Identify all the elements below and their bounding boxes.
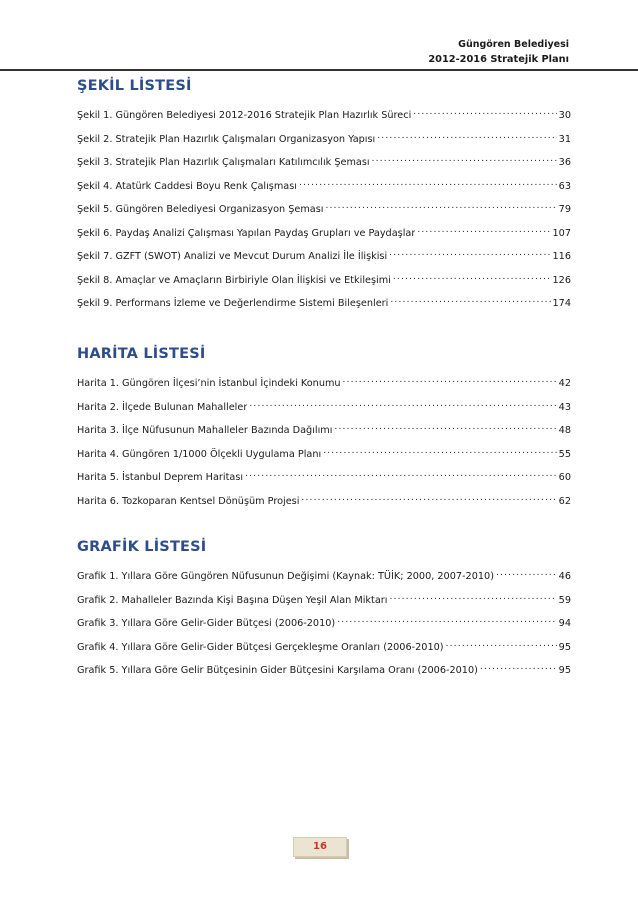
toc-entry[interactable] xyxy=(77,376,571,400)
dot-leader xyxy=(417,226,550,236)
dot-leader xyxy=(372,155,557,165)
graph-list xyxy=(77,569,571,687)
dot-leader xyxy=(334,423,556,433)
toc-entry[interactable] xyxy=(77,202,571,226)
toc-entry-title: Harita 3. İlçe Nüfusunun Mahalleler Bazında Dağılımı xyxy=(77,425,333,436)
dot-leader xyxy=(389,249,550,259)
toc-entry-title: Şekil 9. Performans İzleme ve Değerlendirme Sistemi Bileşenleri xyxy=(77,298,389,309)
header-organization: Güngören Belediyesi xyxy=(458,39,569,50)
dot-leader xyxy=(377,132,556,142)
toc-entry-title: Grafik 3. Yıllara Göre Gelir-Gider Bütçesi (2006-2010) xyxy=(77,618,336,629)
toc-entry-title: Harita 2. İlçede Bulunan Mahalleler xyxy=(77,401,248,413)
toc-entry[interactable] xyxy=(77,447,571,471)
toc-entry-title: Grafik 5. Yıllara Göre Gelir Bütçesinin Gider Bütçesini Karşılama Oranı (2006-2010) xyxy=(77,665,478,676)
toc-entry-page: 174 xyxy=(552,298,571,309)
toc-entry[interactable] xyxy=(77,155,571,179)
graph-list-title: GRAFİK LİSTESİ xyxy=(77,539,207,555)
dot-leader xyxy=(393,273,551,283)
toc-entry-title: Şekil 1. Güngören Belediyesi 2012-2016 Stratejik Plan Hazırlık Süreci xyxy=(77,110,412,121)
toc-entry[interactable] xyxy=(77,400,571,424)
toc-entry[interactable] xyxy=(77,494,571,518)
toc-entry[interactable] xyxy=(77,616,571,640)
toc-entry-page: 30 xyxy=(558,110,571,121)
toc-entry-page: 42 xyxy=(558,378,571,389)
dot-leader xyxy=(301,494,556,504)
toc-entry-title: Şekil 5. Güngören Belediyesi Organizasyon Şeması xyxy=(77,204,324,215)
header-divider xyxy=(0,69,638,71)
toc-entry[interactable] xyxy=(77,593,571,617)
map-list-title: HARİTA LİSTESİ xyxy=(77,346,206,362)
toc-entry-title: Harita 1. Güngören İlçesi’nin İstanbul İçindeki Konumu xyxy=(77,378,341,389)
dot-leader xyxy=(390,296,550,306)
toc-entry-title: Grafik 4. Yıllara Göre Gelir-Gider Bütçesi Gerçekleşme Oranları (2006-2010) xyxy=(77,641,444,653)
dot-leader xyxy=(245,470,557,480)
dot-leader xyxy=(249,400,556,410)
toc-entry-page: 62 xyxy=(558,495,571,507)
toc-entry-page: 95 xyxy=(558,641,571,653)
dot-leader xyxy=(446,640,557,650)
toc-entry-page: 79 xyxy=(558,204,571,215)
dot-leader xyxy=(337,616,556,626)
figure-list-section xyxy=(77,76,571,320)
page-number: 16 xyxy=(293,837,347,857)
toc-entry[interactable] xyxy=(77,108,571,132)
dot-leader xyxy=(413,108,556,118)
figure-list-title: ŞEKİL LİSTESİ xyxy=(77,78,192,94)
toc-entry-page: 36 xyxy=(558,157,571,168)
toc-entry[interactable] xyxy=(77,273,571,297)
header-plan-title: 2012-2016 Stratejik Planı xyxy=(428,54,569,65)
toc-entry-page: 31 xyxy=(558,133,571,145)
toc-entry-page: 107 xyxy=(552,227,571,239)
dot-leader xyxy=(299,179,557,189)
toc-entry-title: Harita 6. Tozkoparan Kentsel Dönüşüm Projesi xyxy=(77,495,300,507)
figure-list xyxy=(77,108,571,320)
toc-entry-title: Harita 4. Güngören 1/1000 Ölçekli Uygulama Planı xyxy=(77,448,322,460)
toc-entry-title: Şekil 8. Amaçlar ve Amaçların Birbiriyle Olan İlişkisi ve Etkileşimi xyxy=(77,274,391,286)
toc-entry[interactable] xyxy=(77,569,571,593)
dot-leader xyxy=(389,593,556,603)
toc-entry[interactable] xyxy=(77,663,571,687)
toc-entry-page: 95 xyxy=(558,665,571,676)
toc-entry-page: 126 xyxy=(552,274,571,286)
toc-entry-page: 43 xyxy=(558,401,571,413)
toc-entry-title: Şekil 4. Atatürk Caddesi Boyu Renk Çalışması xyxy=(77,180,297,192)
toc-entry-page: 55 xyxy=(558,448,571,460)
toc-entry-page: 48 xyxy=(558,425,571,436)
toc-entry-page: 94 xyxy=(558,618,571,629)
toc-entry-title: Grafik 2. Mahalleler Bazında Kişi Başına Düşen Yeşil Alan Miktarı xyxy=(77,594,388,606)
toc-entry-title: Şekil 7. GZFT (SWOT) Analizi ve Mevcut Durum Analizi İle İlişkisi xyxy=(77,251,388,262)
toc-entry-title: Şekil 3. Stratejik Plan Hazırlık Çalışmaları Katılımcılık Şeması xyxy=(77,157,370,168)
toc-entry[interactable] xyxy=(77,179,571,203)
toc-entry[interactable] xyxy=(77,423,571,447)
graph-list-section xyxy=(77,537,571,687)
toc-entry-title: Grafik 1. Yıllara Göre Güngören Nüfusunun Değişimi (Kaynak: TÜİK; 2000, 2007-2010) xyxy=(77,571,494,582)
toc-entry[interactable] xyxy=(77,470,571,494)
toc-entry[interactable] xyxy=(77,640,571,664)
map-list xyxy=(77,376,571,517)
dot-leader xyxy=(325,202,556,212)
toc-entry-page: 63 xyxy=(558,180,571,192)
toc-entry-page: 46 xyxy=(558,571,571,582)
toc-entry[interactable] xyxy=(77,132,571,156)
toc-entry-title: Harita 5. İstanbul Deprem Haritası xyxy=(77,472,244,483)
toc-entry[interactable] xyxy=(77,296,571,320)
toc-entry[interactable] xyxy=(77,249,571,273)
document-header xyxy=(428,37,569,67)
dot-leader xyxy=(343,376,557,386)
toc-entry-title: Şekil 6. Paydaş Analizi Çalışması Yapılan Paydaş Grupları ve Paydaşlar xyxy=(77,227,416,239)
map-list-section xyxy=(77,344,571,517)
dot-leader xyxy=(323,447,556,457)
toc-entry[interactable] xyxy=(77,226,571,250)
toc-entry-page: 116 xyxy=(552,251,571,262)
dot-leader xyxy=(480,663,557,673)
dot-leader xyxy=(496,569,557,579)
toc-entry-page: 59 xyxy=(558,594,571,606)
toc-entry-page: 60 xyxy=(558,472,571,483)
toc-entry-title: Şekil 2. Stratejik Plan Hazırlık Çalışmaları Organizasyon Yapısı xyxy=(77,133,376,145)
